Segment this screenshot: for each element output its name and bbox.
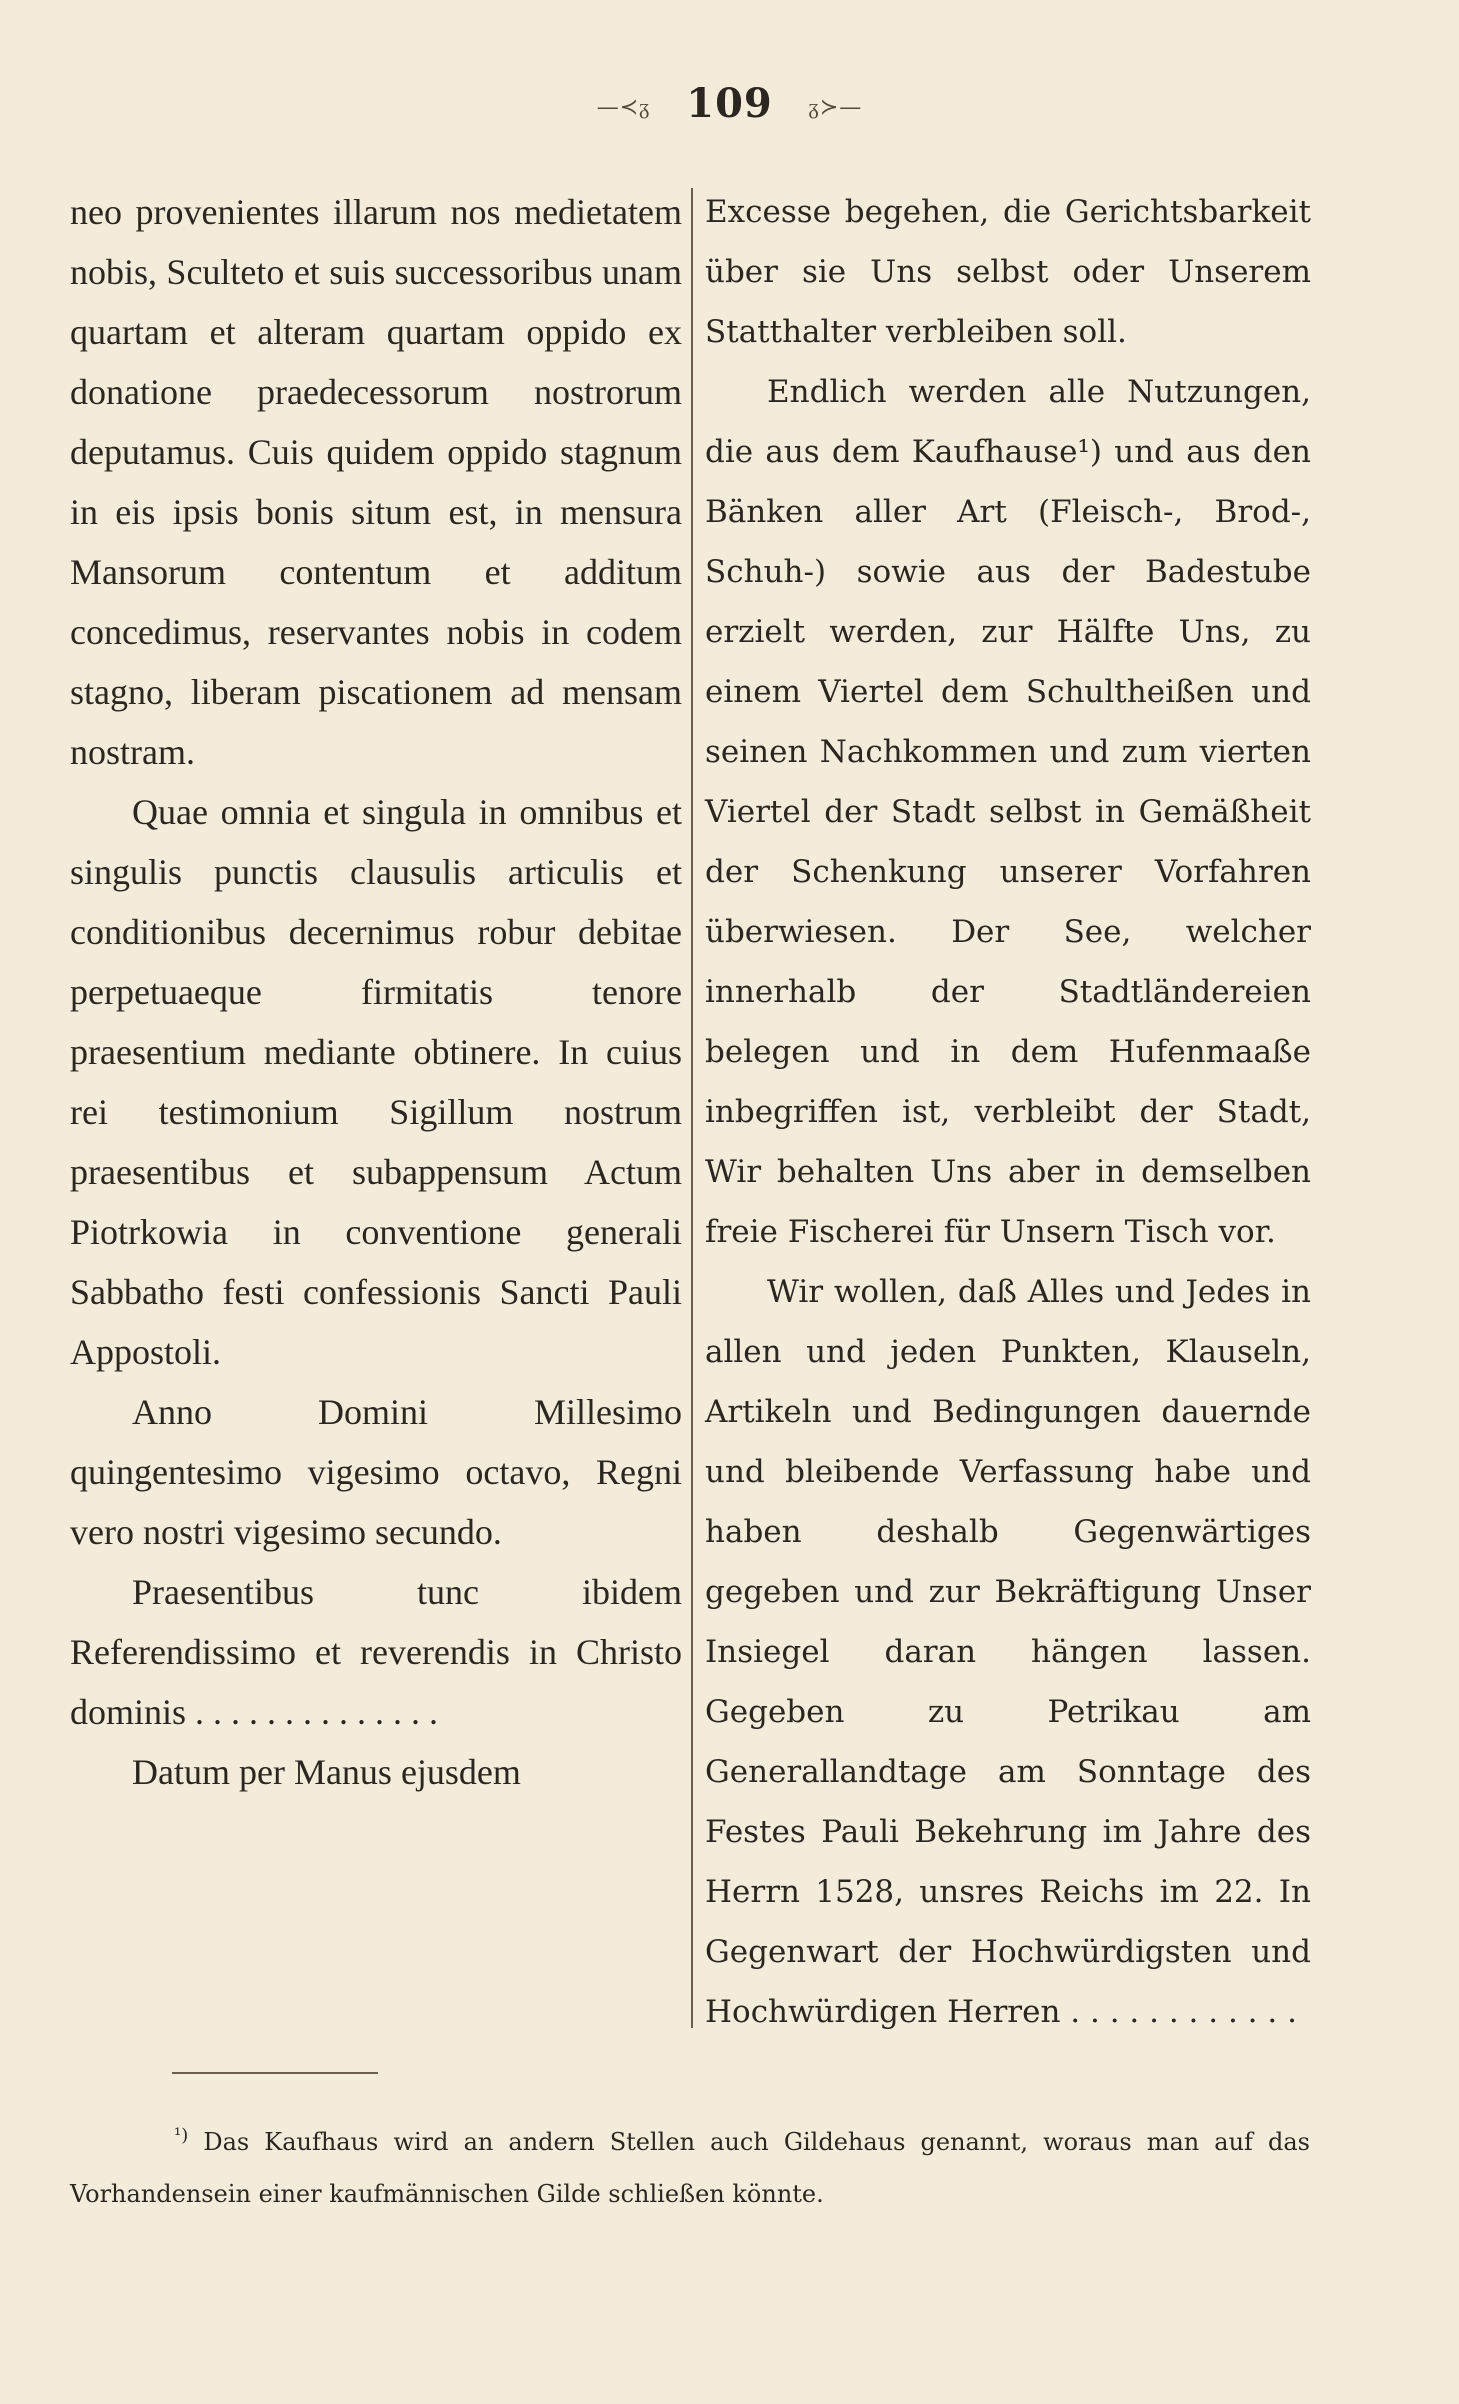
latin-paragraph-3: Anno Domini Millesimo quingentesimo vigesimo octavo, Regni vero nostri vigesimo secundo. xyxy=(70,1392,682,1552)
latin-paragraph-2: Quae omnia et singula in omnibus et singulis punctis clausulis articulis et conditionibus decernimus robur debitae perpetuaeque firmitatis tenore praesentium mediante obtinere. In cuius rei testimonium Sigillum nostrum praesentibus et subappensum Actum Piotrkowia in conventione generali Sabbatho festi confessionis Sancti Pauli Appostoli. xyxy=(70,792,682,1372)
footnote xyxy=(70,2110,1310,2220)
page-number: 109 xyxy=(686,80,773,127)
column-divider xyxy=(691,188,693,2028)
header-ornament-left: —≺ᵹ xyxy=(596,95,651,120)
german-paragraph-3: Wir wollen, daß Alles und Jedes in allen und jeden Punkten, Klauseln, Artikeln und Bedingungen dauernde und bleibende Verfassung habe und haben deshalb Gegenwärtiges gegeben und zur Bekräftigung Unser Insiegel daran hängen lassen. Gegeben zu Petrikau am Generallandtage am Sonntage des Festes Pauli Bekehrung im Jahre des Herrn 1528, unsres Reichs im 22. In Gegenwart der Hochwürdigsten und Hochwürdigen Herren . . . . . . . . . . . . xyxy=(705,1274,1311,2030)
german-column xyxy=(705,182,1311,2042)
header-ornament-right: ᵹ≻— xyxy=(808,95,863,120)
german-paragraph-2: Endlich werden alle Nutzungen, die aus dem Kaufhause¹) und aus den Bänken aller Art (Fleisch-, Brod-, Schuh-) sowie aus der Badestube erzielt werden, zur Hälfte Uns, zu einem Viertel dem Schultheißen und seinen Nachkommen und zum vierten Viertel der Stadt selbst in Gemäßheit der Schenkung unserer Vorfahren überwiesen. Der See, welcher innerhalb der Stadtländereien belegen und in dem Hufenmaaße inbegriffen ist, verbleibt der Stadt, Wir behalten Uns aber in demselben freie Fischerei für Unsern Tisch vor. xyxy=(705,374,1311,1250)
latin-paragraph-5: Datum per Manus ejusdem xyxy=(132,1752,521,1792)
footnote-text: Das Kaufhaus wird an andern Stellen auch Gildehaus genannt, woraus man auf das Vorhandensein einer kaufmännischen Gilde schließen könnte. xyxy=(70,2128,1310,2208)
footnote-rule xyxy=(172,2072,378,2074)
german-paragraph-1: Excesse begehen, die Gerichtsbarkeit über sie Uns selbst oder Unserem Statthalter verbleiben soll. xyxy=(705,194,1311,350)
latin-paragraph-4: Praesentibus tunc ibidem Referendissimo et reverendis in Christo dominis . . . . . . . . . . . . . . xyxy=(70,1572,682,1732)
page-header xyxy=(0,80,1459,127)
footnote-marker: ¹) xyxy=(174,2125,189,2146)
latin-paragraph-1: neo provenientes illarum nos medietatem nobis, Sculteto et suis successoribus unam quartam et alteram quartam oppido ex donatione praedecessorum nostrorum deputamus. Cuis quidem oppido stagnum in eis ipsis bonis situm est, in mensura Mansorum contentum et additum concedimus, reservantes nobis in codem stagno, liberam piscationem ad mensam nostram. xyxy=(70,192,682,772)
latin-column xyxy=(70,182,682,1802)
